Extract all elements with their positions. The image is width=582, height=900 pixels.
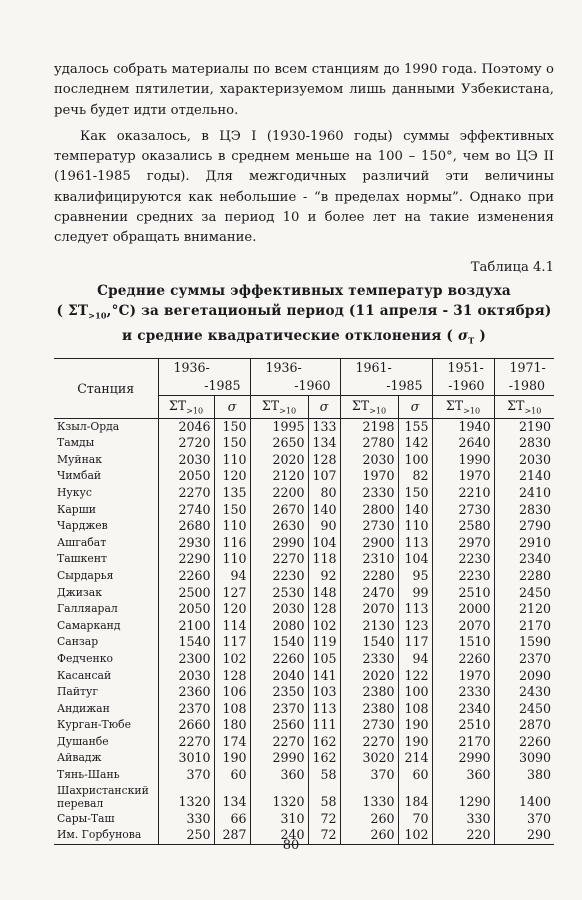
table-cell: 2380 [340,701,398,718]
table-cell: 2200 [250,485,308,502]
station-name: Нукус [57,485,92,499]
page-number: 80 [282,838,300,853]
table-cell: 70 [398,811,432,828]
table-cell: 110 [214,551,250,568]
table-cell: 3020 [340,750,398,767]
table-cell: 102 [214,651,250,668]
table-cell: 2660 [158,717,214,734]
table-cell: 2260 [250,651,308,668]
table-cell: 2370 [158,701,214,718]
table-cell: 80 [308,485,340,502]
table-cell: 1540 [158,634,214,651]
table-cell: 99 [398,585,432,602]
table-cell: 190 [398,734,432,751]
table-cell: 82 [398,468,432,485]
table-cell: 1990 [432,452,494,469]
table-cell: 2680 [158,518,214,535]
table-row [54,418,554,435]
table-cell: 94 [398,651,432,668]
table-row [54,734,554,751]
table-cell: 1970 [432,668,494,685]
station-name-line: перевал [57,797,104,811]
table-cell: 103 [308,684,340,701]
table-cell: 2900 [340,535,398,552]
sum-header: $\Sigma T_{>10}$ [432,395,494,418]
table-row [54,668,554,685]
table-cell: 2990 [250,750,308,767]
table-cell: 72 [308,811,340,828]
table-cell: 2198 [340,418,398,435]
table-cell: 2310 [340,551,398,568]
table-cell: 119 [308,634,340,651]
station-name: Сырдарья [57,568,114,582]
table-cell: 105 [308,651,340,668]
table-cell: 113 [398,601,432,618]
table-row [54,551,554,568]
table-cell: 2640 [432,435,494,452]
table-cell: 2190 [494,418,554,435]
table-row [54,634,554,651]
table-cell: 113 [398,535,432,552]
table-cell: 174 [214,734,250,751]
table-cell: 330 [432,811,494,828]
table-cell: 104 [308,535,340,552]
table-cell: 2990 [432,750,494,767]
table-cell: 148 [308,585,340,602]
table-cell: 2650 [250,435,308,452]
table-cell: 2040 [250,668,308,685]
table-cell: 2360 [158,684,214,701]
sum-header: $\Sigma T_{>10}$ [158,395,214,418]
station-header: Станция [54,358,158,418]
paragraph-2: Как оказалось, в ЦЭ I (1930-1960 годы) суммы эффективных температур оказались в среднем меньше на 100 – 150°, чем во ЦЭ II (1961-1985 годы). Для межгодичных различий эти величины квалифицируются как небольшие - “в пределах нормы”. Однако при сравнении средних за период 10 и более лет на такие изменения следует обращать внимание. [54,128,554,246]
table-cell: 2270 [250,551,308,568]
table-cell: 2330 [432,684,494,701]
table-cell: 133 [308,418,340,435]
sum-header: $\Sigma T_{>10}$ [494,395,554,418]
table-cell: 2330 [340,651,398,668]
table-cell: 2580 [432,518,494,535]
table-cell: 2340 [432,701,494,718]
table-cell: 2790 [494,518,554,535]
table-cell: 2630 [250,518,308,535]
table-cell: 2740 [158,502,214,519]
table-cell: 2000 [432,601,494,618]
table-cell: 2100 [158,618,214,635]
table-cell: 108 [398,701,432,718]
table-cell: 1510 [432,634,494,651]
table-cell: 2270 [158,734,214,751]
table-cell: 2130 [340,618,398,635]
table-cell: 2970 [432,535,494,552]
table-cell: 1320 [158,784,214,811]
table-cell: 290 [494,827,554,844]
table-cell: 2170 [432,734,494,751]
table-cell: 2350 [250,684,308,701]
table-row [54,452,554,469]
table-cell: 116 [214,535,250,552]
table-cell: 2410 [494,485,554,502]
table-cell: 60 [214,767,250,784]
table-cell: 162 [308,734,340,751]
table-title-line-3: и средние квадратические отклонения ( $\sigma_T$ ) [122,328,486,347]
table-cell: 2030 [158,452,214,469]
table-cell: 150 [398,485,432,502]
period-header: 1961- -1985 [340,358,432,395]
table-cell: 135 [214,485,250,502]
table-title-line-2: ( $\Sigma T_{>10},^\circ C$) за вегетационый период (11 апреля - 31 октября) [56,303,552,321]
table-cell: 370 [158,767,214,784]
sigma-header: σ [308,395,340,418]
table-cell: 2290 [158,551,214,568]
table-cell: 380 [494,767,554,784]
table-cell: 2500 [158,585,214,602]
table-cell: 360 [250,767,308,784]
table-cell: 2090 [494,668,554,685]
table-cell: 2780 [340,435,398,452]
table-cell: 100 [398,452,432,469]
table-cell: 120 [214,468,250,485]
table-cell: 190 [214,750,250,767]
table-cell: 92 [308,568,340,585]
station-name: Тамды [57,436,95,450]
table-cell: 2510 [432,717,494,734]
table-title [54,281,554,352]
table-cell: 2800 [340,502,398,519]
table-row [54,811,554,828]
table-cell: 95 [398,568,432,585]
table-cell: 107 [308,468,340,485]
table-cell: 2270 [158,485,214,502]
table-cell: 287 [214,827,250,844]
table-cell: 2030 [494,452,554,469]
table-row [54,767,554,784]
table-cell: 142 [398,435,432,452]
table-cell: 370 [340,767,398,784]
table-cell: 260 [340,811,398,828]
station-name: Тянь-Шань [57,768,120,782]
table-cell: 1940 [432,418,494,435]
table-cell: 134 [214,784,250,811]
station-name: Чарджев [57,519,108,533]
table-cell: 106 [214,684,250,701]
table-cell: 100 [398,684,432,701]
station-name: Федченко [57,651,113,665]
table-cell: 370 [494,811,554,828]
station-name: Муйнак [57,452,102,466]
station-name: Санзар [57,635,99,649]
page-content [54,60,554,845]
table-cell: 117 [214,634,250,651]
table-cell: 2260 [432,651,494,668]
table-cell: 190 [398,717,432,734]
table-cell: 2510 [432,585,494,602]
table-cell: 134 [308,435,340,452]
table-cell: 2280 [494,568,554,585]
table-cell: 220 [432,827,494,844]
station-name: Ташкент [57,552,107,566]
table-cell: 94 [214,568,250,585]
station-name: Курган-Тюбе [57,718,132,732]
table-cell: 2560 [250,717,308,734]
table-cell: 1970 [432,468,494,485]
station-name: Андижан [57,701,110,715]
station-name-line: Шахристанский [57,783,149,797]
table-cell: 2870 [494,717,554,734]
station-name: Самарканд [57,618,121,632]
table-cell: 214 [398,750,432,767]
table-cell: 1400 [494,784,554,811]
table-cell: 150 [214,502,250,519]
table-cell: 310 [250,811,308,828]
table-cell: 240 [250,827,308,844]
table-cell: 2430 [494,684,554,701]
table-cell: 150 [214,435,250,452]
table-row [54,784,554,811]
table-cell: 111 [308,717,340,734]
table-cell: 60 [398,767,432,784]
table-cell: 162 [308,750,340,767]
station-name: Галляарал [57,602,118,616]
table-cell: 330 [158,811,214,828]
table-row [54,568,554,585]
table-cell: 3090 [494,750,554,767]
period-header: 1936- -1960 [250,358,340,395]
table-cell: 2330 [340,485,398,502]
table-cell: 128 [214,668,250,685]
table-cell: 2230 [432,551,494,568]
table-row [54,750,554,767]
table-row [54,717,554,734]
table-cell: 2020 [340,668,398,685]
table-cell: 2910 [494,535,554,552]
table-cell: 3010 [158,750,214,767]
table-cell: 2270 [340,734,398,751]
table-cell: 2230 [432,568,494,585]
table-row [54,518,554,535]
table-cell: 184 [398,784,432,811]
table-row [54,601,554,618]
table-title-line-1: Средние суммы эффективных температур воздуха [97,282,511,299]
table-row [54,684,554,701]
table-cell: 2070 [432,618,494,635]
table-cell: 2270 [250,734,308,751]
station-name: Душанбе [57,734,109,748]
table-cell: 141 [308,668,340,685]
table-cell: 2450 [494,701,554,718]
table-cell: 120 [214,601,250,618]
table-cell: 140 [398,502,432,519]
table-cell: 1540 [340,634,398,651]
sum-header: $\Sigma T_{>10}$ [340,395,398,418]
table-row [54,618,554,635]
table-cell: 1540 [250,634,308,651]
table-cell: 66 [214,811,250,828]
station-name: Айвадж [57,751,102,765]
station-name: Касансай [57,668,112,682]
table-cell: 250 [158,827,214,844]
table-cell: 2210 [432,485,494,502]
table-cell: 2990 [250,535,308,552]
table-cell: 2260 [158,568,214,585]
table-cell: 58 [308,784,340,811]
table-cell: 1590 [494,634,554,651]
table-cell: 123 [398,618,432,635]
table-cell: 2070 [340,601,398,618]
table-cell: 1320 [250,784,308,811]
table-row [54,502,554,519]
table-cell: 180 [214,717,250,734]
table-cell: 2170 [494,618,554,635]
table-cell: 117 [398,634,432,651]
table-cell: 2830 [494,435,554,452]
table-cell: 114 [214,618,250,635]
table-cell: 2730 [340,717,398,734]
table-cell: 90 [308,518,340,535]
table-cell: 2450 [494,585,554,602]
table-cell: 2670 [250,502,308,519]
table-row [54,535,554,552]
table-cell: 104 [398,551,432,568]
table-row [54,585,554,602]
table-cell: 2370 [250,701,308,718]
table-cell: 2050 [158,468,214,485]
table-cell: 108 [214,701,250,718]
table-cell: 1290 [432,784,494,811]
table-cell: 1970 [340,468,398,485]
sigma-header: σ [398,395,432,418]
table-cell: 360 [432,767,494,784]
table-cell: 122 [398,668,432,685]
table-cell: 140 [308,502,340,519]
table-cell: 1995 [250,418,308,435]
table-row [54,651,554,668]
table-cell: 2140 [494,468,554,485]
table-cell: 2046 [158,418,214,435]
table-cell: 128 [308,601,340,618]
table-cell: 2030 [158,668,214,685]
station-name [54,784,158,811]
data-table [54,358,554,845]
table-cell: 1330 [340,784,398,811]
table-cell: 2030 [250,601,308,618]
station-name: Ашгабат [57,535,107,549]
table-cell: 2230 [250,568,308,585]
table-cell: 110 [398,518,432,535]
table-cell: 2930 [158,535,214,552]
table-cell: 128 [308,452,340,469]
period-header: 1951- -1960 [432,358,494,395]
table-cell: 2120 [494,601,554,618]
table-cell: 150 [214,418,250,435]
table-cell: 2080 [250,618,308,635]
paragraph-1: удалось собрать материалы по всем станциям до 1990 года. Поэтому о последнем пятилетии, характеризуемом лишь данными Узбекистана, речь будет идти отдельно. [54,62,554,118]
table-row [54,485,554,502]
table-row [54,435,554,452]
table-cell: 2730 [340,518,398,535]
table-cell: 72 [308,827,340,844]
table-cell: 110 [214,518,250,535]
table-cell: 2020 [250,452,308,469]
table-cell: 2720 [158,435,214,452]
table-cell: 2470 [340,585,398,602]
station-name: Пайтуг [57,685,99,699]
station-name: Чимбай [57,469,102,483]
table-cell: 2050 [158,601,214,618]
station-name: Джизак [57,585,102,599]
station-name: Кзыл-Орда [57,419,120,433]
table-cell: 2730 [432,502,494,519]
table-cell: 2120 [250,468,308,485]
table-label: Таблица 4.1 [470,259,554,275]
table-cell: 127 [214,585,250,602]
station-name: Им. Горбунова [57,828,142,842]
table-cell: 102 [398,827,432,844]
table-cell: 2300 [158,651,214,668]
table-cell: 2280 [340,568,398,585]
table-cell: 260 [340,827,398,844]
table-cell: 58 [308,767,340,784]
table-cell: 102 [308,618,340,635]
period-header: 1971- -1980 [494,358,554,395]
station-name: Сары-Таш [57,811,115,825]
table-cell: 2380 [340,684,398,701]
table-cell: 113 [308,701,340,718]
table-cell: 110 [214,452,250,469]
table-cell: 118 [308,551,340,568]
station-name: Карши [57,502,96,516]
sigma-header: σ [214,395,250,418]
table-cell: 2260 [494,734,554,751]
table-row [54,701,554,718]
table-row [54,468,554,485]
table-cell: 2370 [494,651,554,668]
period-header: 1936- -1985 [158,358,250,395]
table-cell: 2530 [250,585,308,602]
table-cell: 2340 [494,551,554,568]
table-cell: 155 [398,418,432,435]
table-cell: 2030 [340,452,398,469]
sum-header: $\Sigma T_{>10}$ [250,395,308,418]
table-cell: 2830 [494,502,554,519]
